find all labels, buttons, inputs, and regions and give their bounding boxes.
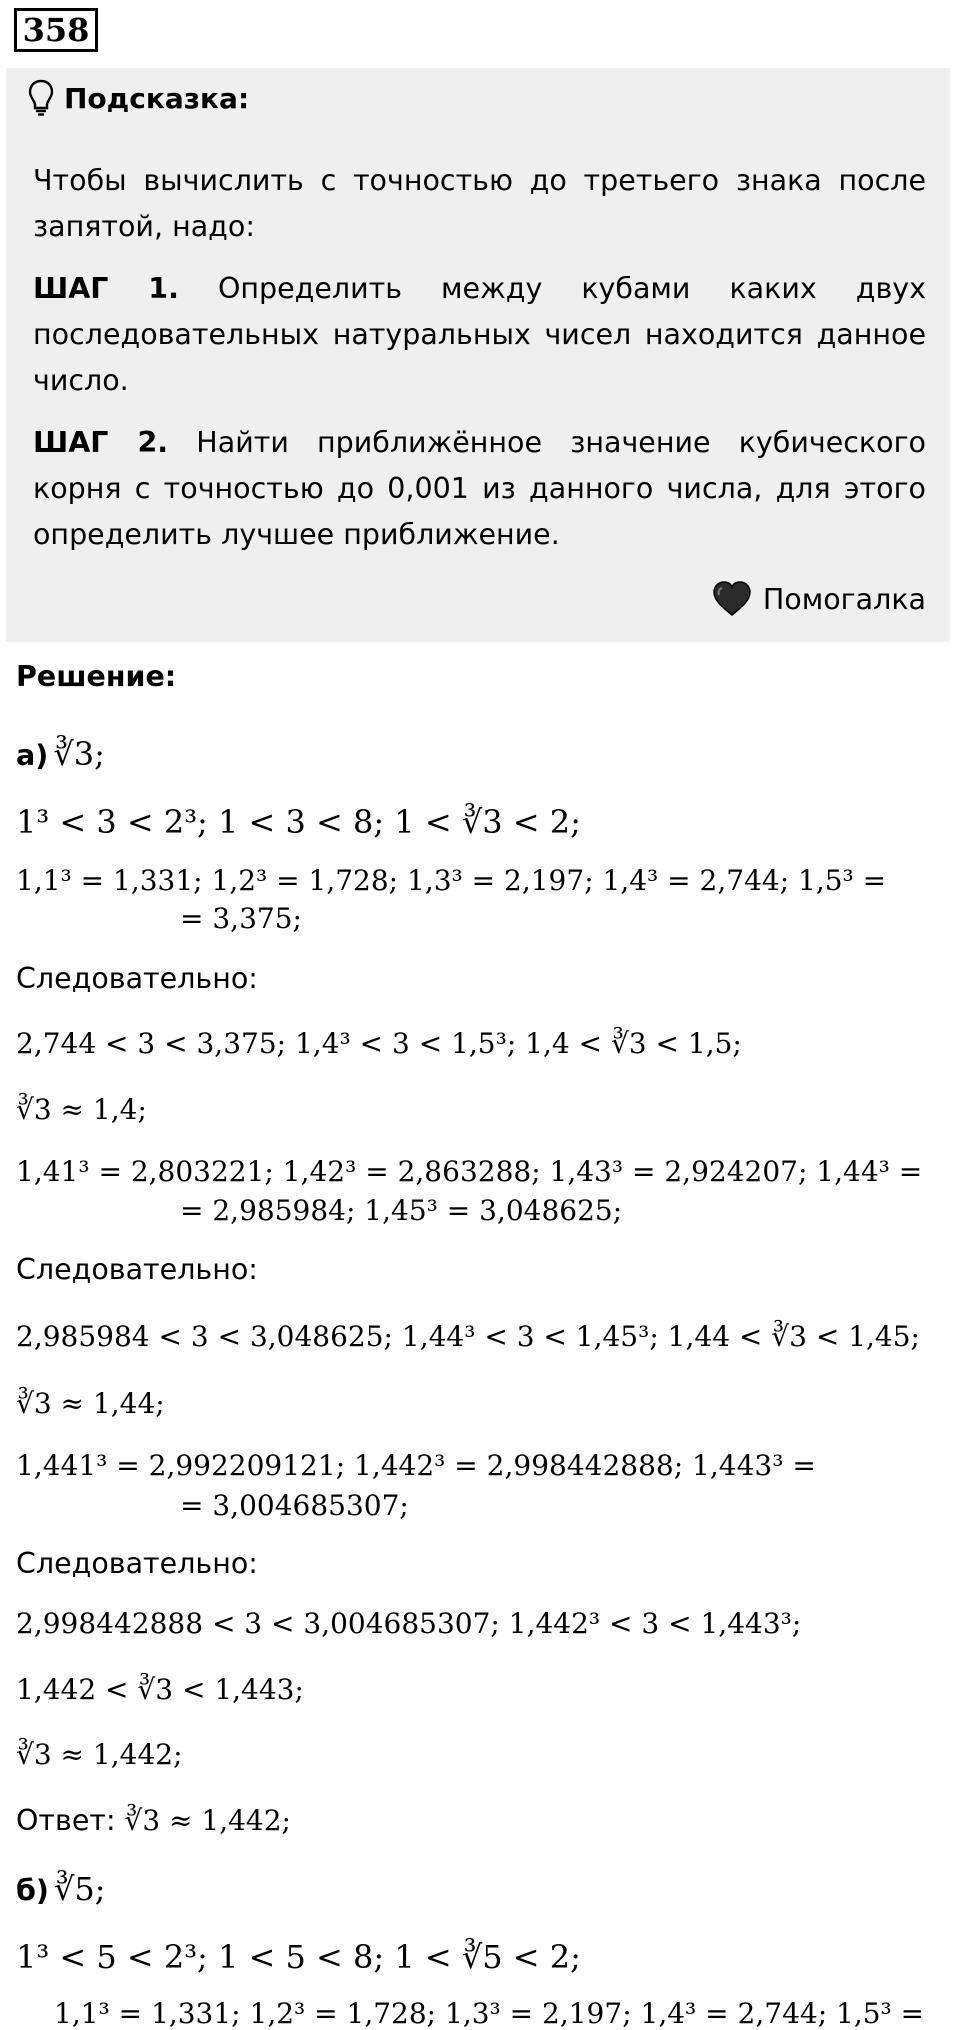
math-line: = 3,004685307; [180, 1489, 409, 1522]
math-line: 1³ < 3 < 2³; 1 < 3 < 8; 1 < ∛3 < 2; [16, 803, 581, 841]
hence-label: Следовательно: [16, 962, 258, 995]
step-1-text: Определить между кубами каких двух последовательных натуральных чисел находится данное число. [33, 272, 926, 397]
answer-line [16, 1804, 291, 1837]
math-line: = 2,985984; 1,45³ = 3,048625; [180, 1194, 623, 1227]
hint-step-2 [33, 420, 926, 558]
step-2-label: ШАГ 2. [33, 426, 169, 459]
math-line: 1,41³ = 2,803221; 1,42³ = 2,863288; 1,43³ = 2,924207; 1,44³ = [16, 1155, 923, 1188]
math-line: = 3,375; [180, 902, 302, 935]
hint-intro: Чтобы вычислить с точностью до третьего знака после запятой, надо: [33, 164, 926, 243]
math-line: 2,744 < 3 < 3,375; 1,4³ < 3 < 1,5³; 1,4 < ∛3 < 1,5; [16, 1027, 742, 1060]
part-a-heading [16, 735, 105, 773]
math-line: 2,985984 < 3 < 3,048625; 1,44³ < 3 < 1,45³; 1,44 < ∛3 < 1,45; [16, 1320, 920, 1353]
math-line: ∛3 ≈ 1,44; [16, 1387, 165, 1420]
math-line: ∛3 ≈ 1,4; [16, 1093, 147, 1126]
math-line: 1,1³ = 1,331; 1,2³ = 1,728; 1,3³ = 2,197; 1,4³ = 2,744; 1,5³ = [16, 864, 887, 897]
hint-header [28, 78, 249, 118]
brand [711, 580, 926, 618]
solution-title: Решение: [16, 660, 177, 693]
math-line: ∛3 ≈ 1,442; [16, 1738, 183, 1771]
step-2-text: Найти приближённое значение кубического корня с точностью до 0,001 из данного числа, для этого определить лучшее приближение. [33, 426, 926, 551]
part-a-label: а) [16, 739, 49, 772]
math-line: 1,441³ = 2,992209121; 1,442³ = 2,998442888; 1,443³ = [16, 1449, 816, 1482]
lightbulb-icon [28, 79, 54, 117]
math-line: 1³ < 5 < 2³; 1 < 5 < 8; 1 < ∛5 < 2; [16, 1938, 581, 1976]
hint-box [6, 68, 950, 642]
heart-icon [711, 580, 753, 618]
hence-label: Следовательно: [16, 1547, 258, 1580]
brand-name: Помогалка [762, 582, 926, 616]
part-b-expression: ∛5; [54, 1870, 106, 1908]
answer-label: Ответ: [16, 1804, 116, 1837]
hint-body [33, 158, 926, 574]
math-line: 1,1³ = 1,331; 1,2³ = 1,728; 1,3³ = 2,197; 1,4³ = 2,744; 1,5³ = [54, 1997, 925, 2030]
math-line: 1,442 < ∛3 < 1,443; [16, 1673, 304, 1706]
answer-value: ∛3 ≈ 1,442; [115, 1804, 291, 1837]
hint-step-1 [33, 266, 926, 404]
part-b-heading [16, 1870, 106, 1908]
part-a-expression: ∛3; [53, 735, 105, 773]
part-b-label: б) [16, 1874, 49, 1907]
math-line: 2,998442888 < 3 < 3,004685307; 1,442³ < 3 < 1,443³; [16, 1607, 802, 1640]
hence-label: Следовательно: [16, 1253, 258, 1286]
step-1-label: ШАГ 1. [33, 272, 179, 305]
problem-number: 358 [14, 8, 98, 52]
hint-title: Подсказка: [64, 81, 250, 115]
